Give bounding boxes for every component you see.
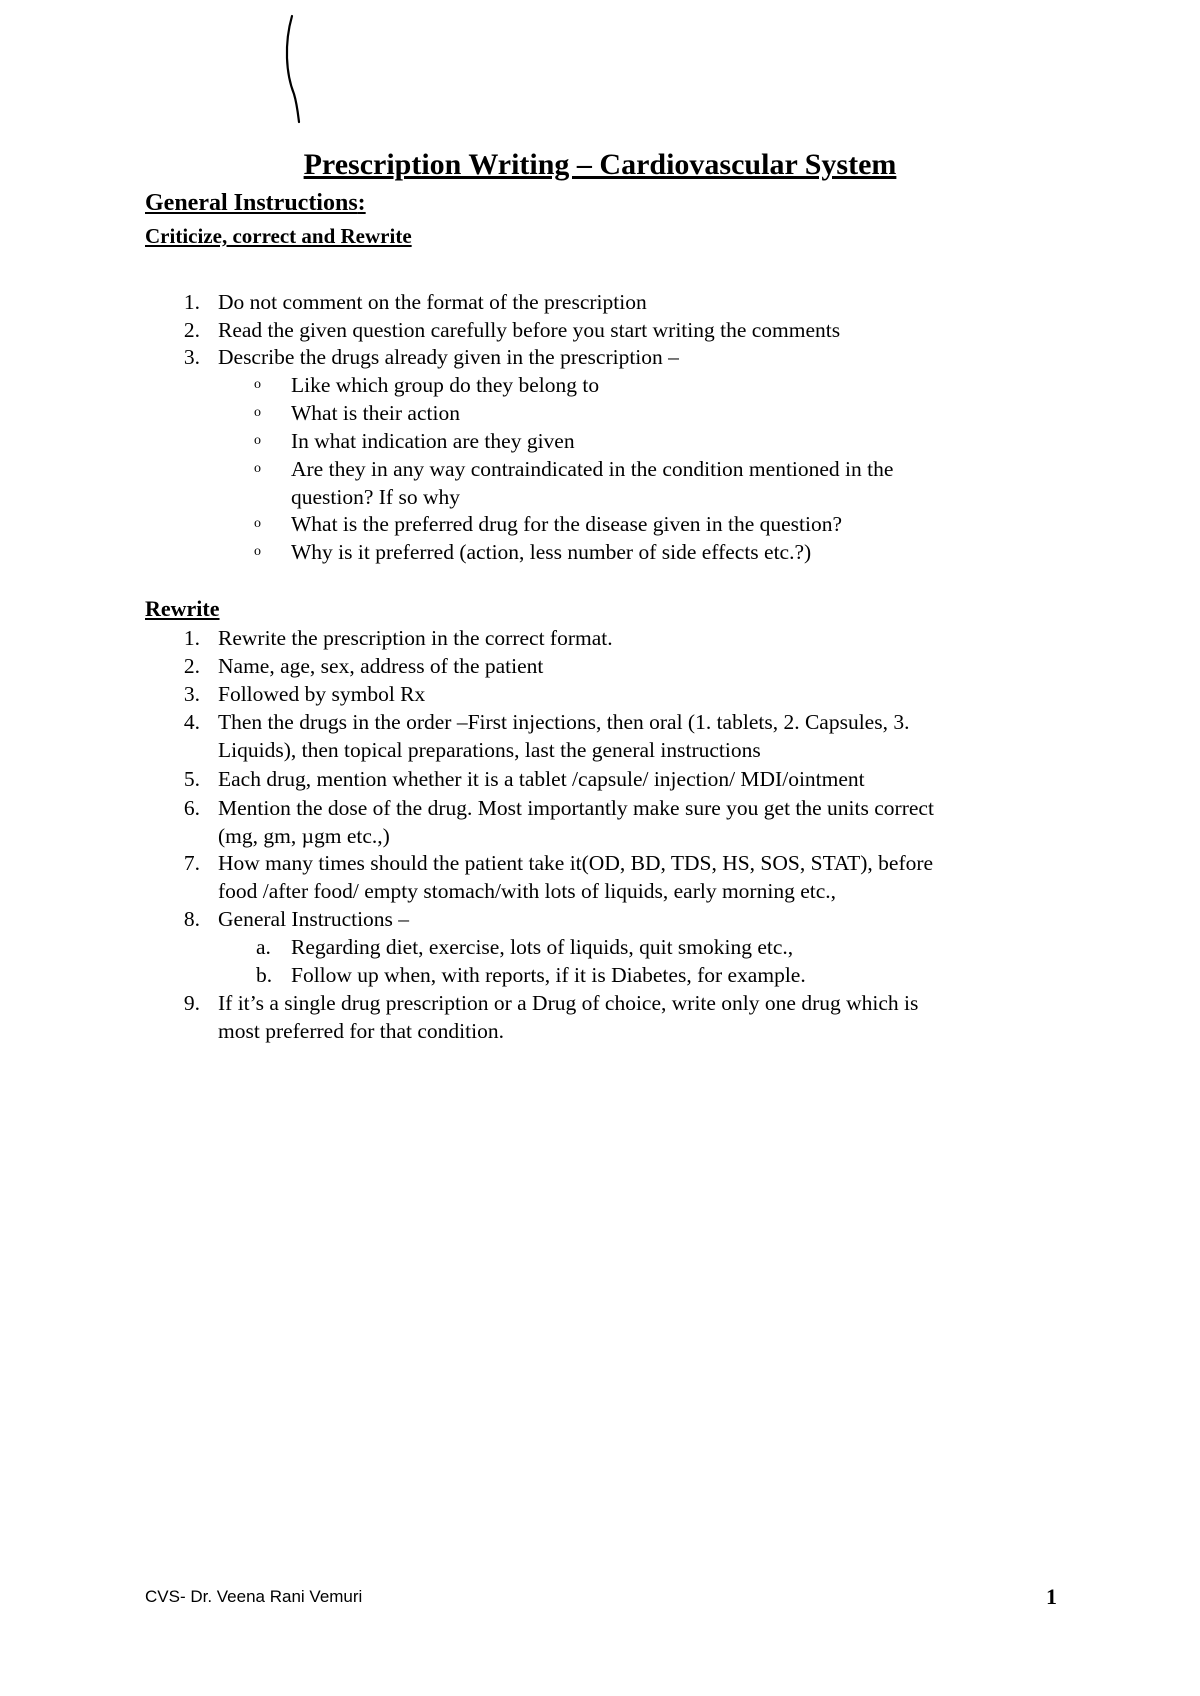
page-number: 1	[1046, 1584, 1057, 1609]
list-number: 3.	[183, 682, 200, 706]
list-number: 9.	[183, 991, 200, 1015]
bullet-text: What is their action	[291, 401, 460, 425]
list-text: Each drug, mention whether it is a tablet /capsule/ injection/ MDI/ointment	[218, 767, 865, 791]
heading-colon: :	[357, 190, 366, 216]
page-footer: CVS- Dr. Veena Rani Vemuri	[145, 1587, 363, 1606]
list-text: most preferred for that condition.	[218, 1019, 504, 1043]
list-number: 1.	[183, 290, 200, 314]
list-text: (mg, gm, µgm etc.,)	[218, 824, 390, 848]
list-text: Then the drugs in the order –First injections, then oral (1. tablets, 2. Capsules, 3.	[218, 710, 910, 734]
criticize-heading: Criticize, correct and Rewrite	[145, 224, 412, 248]
list-number: 1.	[183, 626, 200, 650]
bullet-text: In what indication are they given	[291, 429, 575, 453]
list-number: 7.	[183, 851, 200, 875]
bullet-text: Are they in any way contraindicated in the condition mentioned in the	[291, 457, 894, 481]
list-text: food /after food/ empty stomach/with lots of liquids, early morning etc.,	[218, 879, 836, 903]
list-number: 2.	[183, 318, 200, 342]
list-number: 3.	[183, 345, 200, 369]
rewrite-heading: Rewrite	[145, 596, 220, 621]
list-text: Liquids), then topical preparations, last the general instructions	[218, 738, 761, 762]
list-text: Followed by symbol Rx	[218, 682, 426, 706]
list-number: 8.	[183, 907, 200, 931]
bullet-text: Like which group do they belong to	[291, 373, 600, 397]
bullet-marker: o	[254, 377, 261, 392]
list-text: Mention the dose of the drug. Most importantly make sure you get the units correct	[218, 796, 934, 820]
list-text: Do not comment on the format of the prescription	[218, 290, 647, 314]
bullet-marker: o	[254, 405, 261, 420]
bullet-marker: o	[254, 433, 261, 448]
document-title: Prescription Writing – Cardiovascular System	[303, 148, 897, 181]
list-number: 4.	[183, 710, 200, 734]
list-number: 6.	[183, 796, 200, 820]
list-number: 5.	[183, 767, 200, 791]
list-text: Read the given question carefully before you start writing the comments	[218, 318, 841, 342]
list-number: 2.	[183, 654, 200, 678]
list-text: Describe the drugs already given in the prescription –	[218, 345, 679, 369]
list-text: General Instructions –	[218, 907, 410, 931]
general-instructions-label: General Instructions	[145, 190, 358, 216]
bullet-text: What is the preferred drug for the disease given in the question?	[291, 512, 843, 536]
sub-list-text: Regarding diet, exercise, lots of liquids, quit smoking etc.,	[291, 935, 794, 959]
bullet-text: Why is it preferred (action, less number of side effects etc.?)	[291, 540, 812, 564]
sub-list-letter: b.	[256, 963, 273, 987]
bullet-marker: o	[254, 544, 261, 559]
list-text: Name, age, sex, address of the patient	[218, 654, 544, 678]
handwritten-pen-stroke	[280, 14, 304, 124]
general-instructions-heading	[145, 190, 366, 217]
sub-list-letter: a.	[256, 935, 271, 959]
list-text: How many times should the patient take it(OD, BD, TDS, HS, SOS, STAT), before	[218, 851, 934, 875]
bullet-marker: o	[254, 516, 261, 531]
bullet-marker: o	[254, 461, 261, 476]
list-text: If it’s a single drug prescription or a Drug of choice, write only one drug which is	[218, 991, 919, 1015]
bullet-text: question? If so why	[291, 485, 460, 509]
list-text: Rewrite the prescription in the correct format.	[218, 626, 613, 650]
sub-list-text: Follow up when, with reports, if it is Diabetes, for example.	[291, 963, 806, 987]
